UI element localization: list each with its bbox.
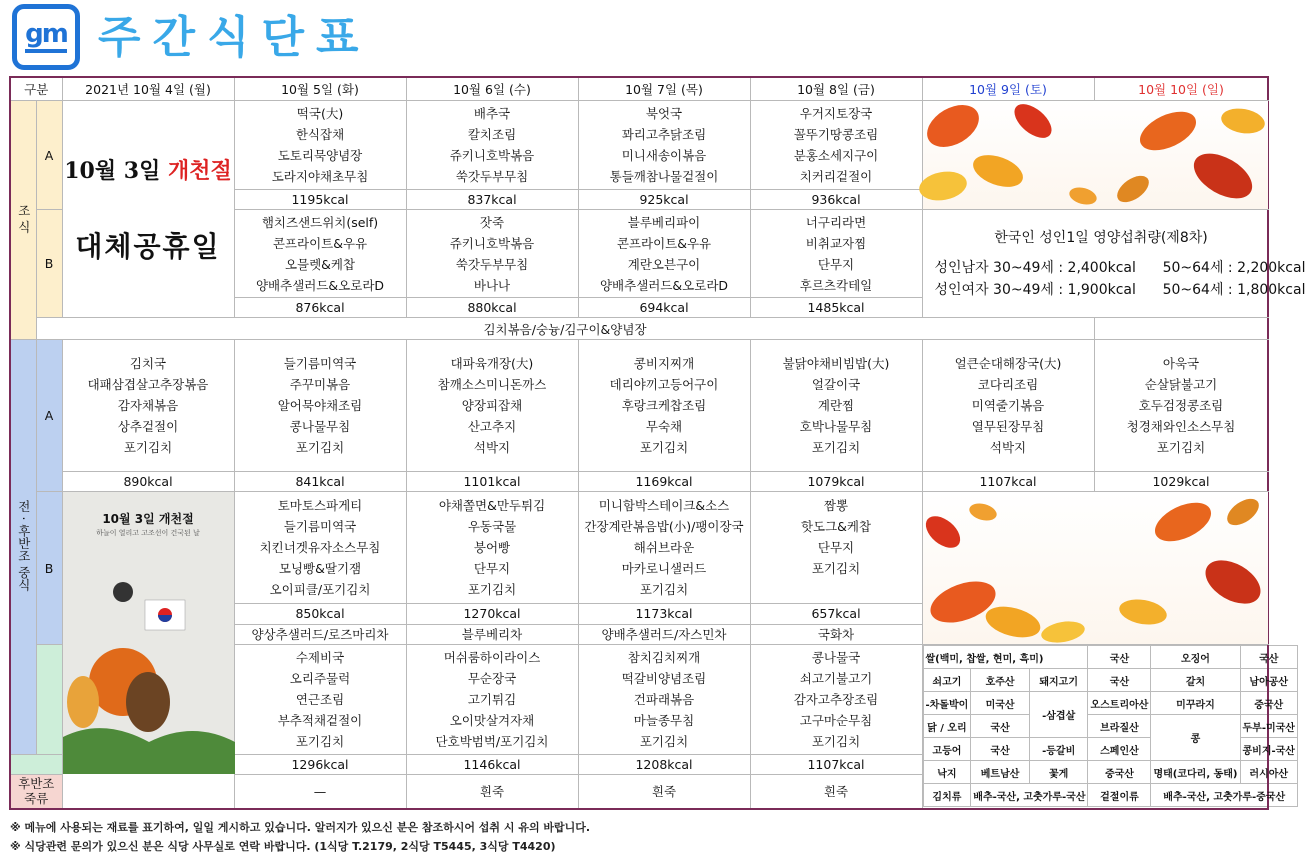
lunch-a-mon: 김치국 대패삼겹살고추장볶음 감자채볶음 상추겉절이 포기김치 (62, 340, 234, 472)
lunch-b-kcal-tue: 850kcal (234, 604, 406, 624)
dinner-kcal-tue: 1296kcal (234, 755, 406, 775)
day-mon: 2021년 10월 4일 (월) (62, 77, 234, 101)
breakfast-a-thu: 북엇국 꽈리고추닭조림 미니새송이볶음 통들깨참나물겉절이 (578, 101, 750, 190)
lunch-a-thu: 콩비지찌개 데리야끼고등어구이 후랑크케찹조림 무숙채 포기김치 (578, 340, 750, 472)
lunch-a-kcal-tue: 841kcal (234, 472, 406, 492)
lunch-b-kcal-thu: 1173kcal (578, 604, 750, 624)
day-sun: 10월 10일 (일) (1094, 77, 1268, 101)
breakfast-a-kcal-tue: 1195kcal (234, 189, 406, 209)
lunch-a-kcal-mon: 890kcal (62, 472, 234, 492)
dinner-wed: 머쉬룸하이라이스 무순장국 고기튀김 오이맛살겨자채 단호박범벅/포기김치 (406, 645, 578, 755)
breakfast-b-kcal-thu: 694kcal (578, 298, 750, 318)
lunch-b-label: B (36, 492, 62, 645)
lunch-b-extra-thu: 양배추샐러드/자스민차 (578, 624, 750, 644)
autumn-leaves-icon (923, 492, 1267, 644)
lunch-b-extra-wed: 블루베리차 (406, 624, 578, 644)
holiday-cell (62, 101, 234, 318)
dinner-thu: 참치김치찌개 떡갈비양념조림 건파래볶음 마늘종무침 포기김치 (578, 645, 750, 755)
holiday-poster (62, 492, 234, 809)
header-label: 구분 (10, 77, 62, 101)
contact-note: ※ 식당관련 문의가 있으신 분은 식당 사무실로 연락 바랍니다. (1식당 T.2179, 2식당 T5445, 3식당 T4420) (10, 840, 556, 853)
poster-subtitle: 하늘이 열리고 고조선이 건국된 날 (96, 529, 200, 537)
breakfast-a-fri: 우거지토장국 꼴뚜기땅콩조림 분홍소세지구이 치커리겉절이 (750, 101, 922, 190)
breakfast-b-wed: 잣죽 쥬키니호박볶음 쑥갓두부무침 바나나 (406, 210, 578, 298)
breakfast-b-kcal-wed: 880kcal (406, 298, 578, 318)
dinner-tue: 수제비국 오리주물럭 연근조림 부추적채겉절이 포기김치 (234, 645, 406, 755)
lunch-a-kcal-fri: 1079kcal (750, 472, 922, 492)
nutrition-male: 성인남자 30~49세 : 2,400kcal 50~64세 : 2,200kcal (934, 259, 1305, 276)
autumn-leaves-image-bottom (922, 492, 1268, 645)
lunch-a-kcal-sat: 1107kcal (922, 472, 1094, 492)
breakfast-common: 김치볶음/숭늉/김구이&양념장 (36, 318, 1094, 340)
lunch-b-wed: 야채쫄면&만두튀김 우동국물 붕어빵 단무지 포기김치 (406, 492, 578, 604)
allergy-note: ※ 메뉴에 사용되는 재료를 표기하여, 일일 게시하고 있습니다. 알러지가 있으신 분은 참조하시어 섭취 시 유의 바랍니다. (10, 821, 591, 834)
lunch-a-tue: 들기름미역국 주꾸미볶음 알어묵야채조림 콩나물무침 포기김치 (234, 340, 406, 472)
poster-title: 10월 3일 개천절 (102, 512, 194, 526)
breakfast-b-label: B (36, 210, 62, 318)
nutrition-female: 성인여자 30~49세 : 1,900kcal 50~64세 : 1,800kcal (934, 281, 1305, 298)
night-wed: 흰죽 (578, 775, 750, 809)
lunch-b-extra-fri: 국화차 (750, 624, 922, 644)
weekly-menu-table (9, 76, 1305, 810)
lunch-b-thu: 미니함박스테이크&소스 간장계란볶음밥(小)/팽이장국 해쉬브라운 마카로니샐러드 포기김치 (578, 492, 750, 604)
dinner-kcal-thu: 1208kcal (578, 755, 750, 775)
breakfast-b-kcal-tue: 876kcal (234, 298, 406, 318)
gm-logo: gm (12, 4, 80, 70)
lunch-a-fri: 불닭야채비빔밥(大) 얼갈이국 계란찜 호박나물무침 포기김치 (750, 340, 922, 472)
lunch-label: 전 · 후반조 중식 (10, 340, 36, 755)
dinner-fri: 콩나물국 쇠고기불고기 감자고추장조림 고구마순무침 포기김치 (750, 645, 922, 755)
origin-table: 쌀(백미, 찹쌀, 현미, 흑미) 국산 오징어 국산 쇠고기 호주산 돼지고기 국산 갈치 남아공산 -차돌박이 미국산 -삼겹살 오스트리아산 미꾸라지 중국산 닭 / 오리 국산 브라질산 콩 두부-미국산 고등어 국산 -등갈비 스페인산 콩비지-국산 낙지 베트남산 꽃게 중국산 명태(코다리, 동태) 러시아산 김치류 배추-국산, 고춧가루-국산 겉절이류 배추-국산, 고춧가루-중국산 (923, 645, 1298, 807)
page-title: 주간식단표 (98, 12, 371, 63)
autumn-leaves-icon (923, 101, 1267, 209)
breakfast-label: 조 식 (10, 101, 36, 340)
breakfast-a-kcal-thu: 925kcal (578, 189, 750, 209)
lunch-b-fri: 짬뽕 핫도그&케찹 단무지 포기김치 (750, 492, 922, 604)
lunch-b-kcal-fri: 657kcal (750, 604, 922, 624)
nutrition-title: 한국인 성인1일 영양섭취량(제8차) (994, 229, 1208, 246)
breakfast-a-tue: 떡국(大) 한식잡채 도토리묵양념장 도라지야채초무침 (234, 101, 406, 190)
day-wed: 10월 6일 (수) (406, 77, 578, 101)
dangun-illustration-icon (63, 492, 235, 774)
night-tue: 흰죽 (406, 775, 578, 809)
day-thu: 10월 7일 (목) (578, 77, 750, 101)
lunch-a-sat: 얼큰순대해장국(大) 코다리조림 미역줄기볶음 열무된장무침 석박지 (922, 340, 1094, 472)
lunch-a-sun: 아욱국 순살닭불고기 호두검정콩조림 청경채와인소스무침 포기김치 (1094, 340, 1268, 472)
breakfast-a-label: A (36, 101, 62, 210)
night-thu: 흰죽 (750, 775, 922, 809)
breakfast-b-tue: 햄치즈샌드위치(self) 콘프라이트&우유 오믈렛&케찹 양배추샐러드&오로라D (234, 210, 406, 298)
lunch-a-kcal-sun: 1029kcal (1094, 472, 1268, 492)
lunch-a-kcal-thu: 1169kcal (578, 472, 750, 492)
origin-table-cell (922, 645, 1295, 809)
day-fri: 10월 8일 (금) (750, 77, 922, 101)
lunch-a-wed: 대파육개장(大) 참깨소스미니돈까스 양장피잡채 산고추지 석박지 (406, 340, 578, 472)
breakfast-b-fri: 너구리라면 비취교자찜 단무지 후르츠칵테일 (750, 210, 922, 298)
breakfast-a-wed: 배추국 칼치조림 쥬키니호박볶음 쑥갓두부무침 (406, 101, 578, 190)
breakfast-a-kcal-fri: 936kcal (750, 189, 922, 209)
night-label: 후반조 죽류 (10, 775, 62, 809)
lunch-b-kcal-wed: 1270kcal (406, 604, 578, 624)
breakfast-b-thu: 블루베리파이 콘프라이트&우유 계란오븐구이 양배추샐러드&오로라D (578, 210, 750, 298)
lunch-a-kcal-wed: 1101kcal (406, 472, 578, 492)
night-mon: — (234, 775, 406, 809)
autumn-leaves-image-top (922, 101, 1268, 210)
day-tue: 10월 5일 (화) (234, 77, 406, 101)
lunch-a-label: A (36, 340, 62, 492)
holiday-line1: 10월 3일 개천절 (64, 157, 232, 184)
lunch-b-extra-tue: 양상추샐러드/로즈마리차 (234, 624, 406, 644)
dinner-kcal-fri: 1107kcal (750, 755, 922, 775)
holiday-line2: 대체공휴일 (75, 229, 221, 263)
nutrition-info (922, 210, 1305, 318)
breakfast-a-kcal-wed: 837kcal (406, 189, 578, 209)
dinner-kcal-wed: 1146kcal (406, 755, 578, 775)
lunch-b-tue: 토마토스파게티 들기름미역국 치킨너겟유자소스무침 모닝빵&딸기잼 오이피클/포기김치 (234, 492, 406, 604)
header-row (10, 77, 1268, 101)
day-sat: 10월 9일 (토) (922, 77, 1094, 101)
breakfast-b-kcal-fri: 1485kcal (750, 298, 922, 318)
